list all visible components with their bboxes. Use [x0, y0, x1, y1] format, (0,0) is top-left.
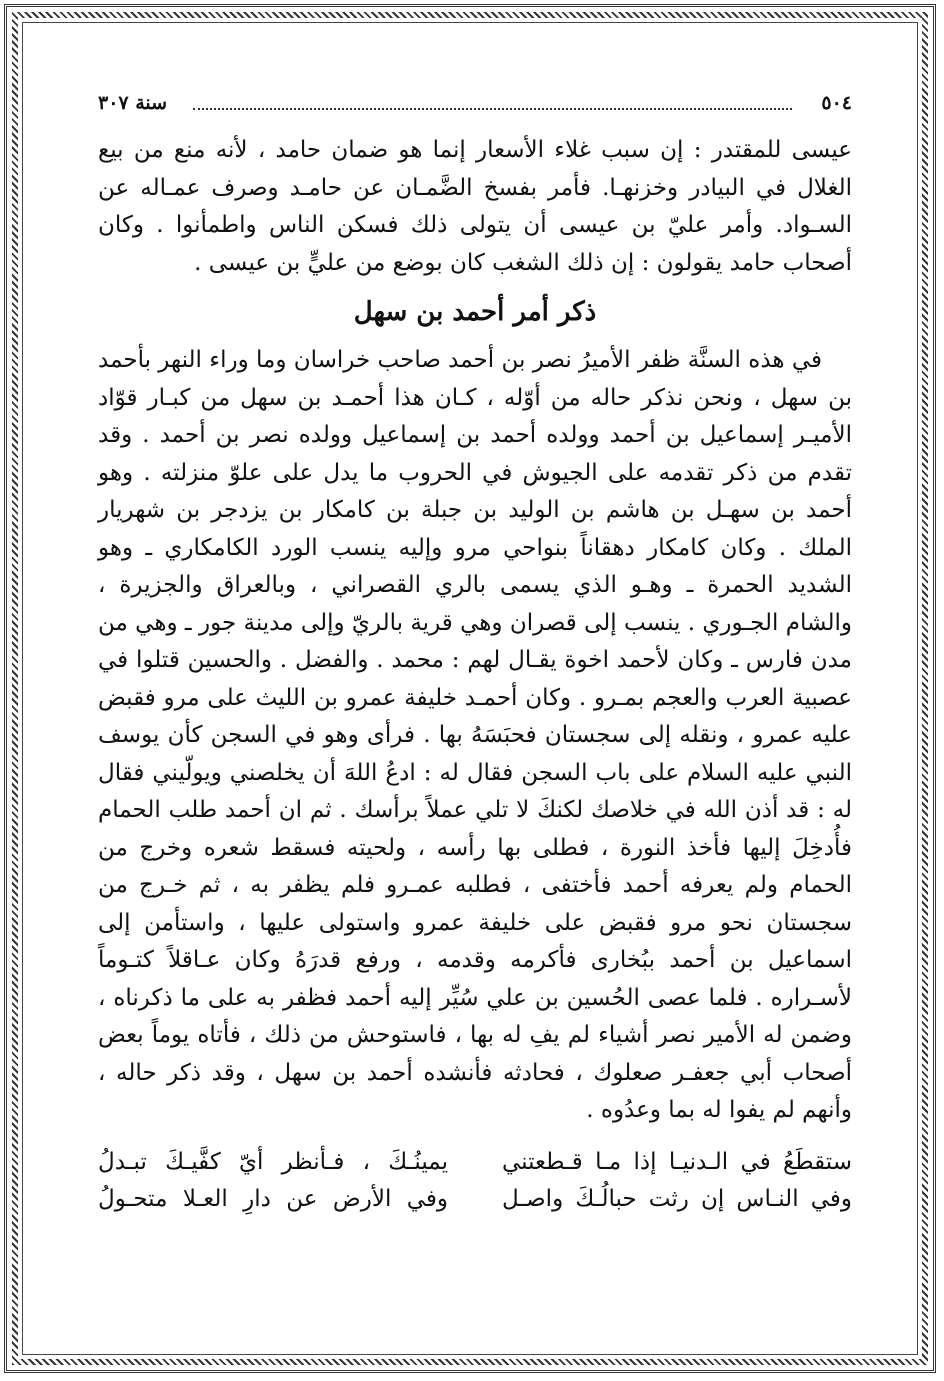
- poem-line: [98, 1144, 852, 1181]
- page-number: ٥٠٤: [821, 92, 852, 114]
- poem-first-hemistich: وفي النـاس إن رثت حبالُـكَ واصـل: [502, 1185, 852, 1212]
- intro-paragraph: عيسى للمقتدر : إن سبب غلاء الأسعار إنما هو ضمان حامد ، لأنه منع من بيع الغلال في البيادر وخزنهـا. فأمر بفسخ الضَّمـان عن حامـد وصرف عمـاله عن السـواد. وأمر عليّ بن عيسى أن يتولى ذلك فسكن الناس واطمأنوا . وكان أصحاب حامد يقولون : إن ذلك الشغب كان بوضع من عليٍّ بن عيسى .: [98, 137, 852, 276]
- body-paragraph: في هذه السنَّة ظفر الأميرُ نصر بن أحمد صاحب خراسان وما وراء النهر بأحمد بن سهل ، ونحن نذكر حاله من أوّله ، كـان هذا أحمـد بن سهل من كبـار قوّاد الأميـر إسماعيل بن أحمد وولده أحمد بن إسماعيل وولده نصر بن أحمد . وقد تقدم من ذكر تقدمه على الجيوش في الحروب ما يدل على علوّ منزلته . وهو أحمد بن سهـل بن هاشم بن الوليد بن جبلة بن كامكار بن يزدجر بن شهريار الملك . وكان كامكار دهقاناً بنواحي مرو وإليه ينسب الورد الكامكاري ـ وهو الشديد الحمرة ـ وهـو الذي يسمى بالري القصراني ، وبالعراق والجزيرة ، والشام الجـوري . ينسب إلى قصران وهي قرية بالريّ وإلى مدينة جور ـ وهي من مدن فارس ـ وكان لأحمد اخوة يقـال لهم : محمد . والفضل . والحسين قتلوا في عصبية العرب والعجم بمـرو . وكان أحمـد خليفة عمرو بن الليث على مرو فقبض عليه عمرو ، ونقله إلى سجستان فحبَسَهُ بها . فرأى وهو في السجن كأن يوسف النبي عليه السلام على باب السجن فقال له : ادعُ اللهَ أن يخلصني ويولّيني فقال له : قد أذن الله في خلاصك لكنكَ لا تلي عملاً برأسك . ثم ان أحمد طلب الحمام فأُدخِلَ إليها فأخذ النورة ، فطلى بها رأسه ، ولحيته فسقط شعره وخرج من الحمام ولم يعرفه أحمد فأختفى ، فطلبه عمـرو فلم يظفر به ، ثم خـرج من سجستان نحو مرو فقبض على خليفة عمرو واستولى عليها ، واستأمن إلى اسماعيل بن أحمد ببُخارى فأكرمه وقدمه ، ورفع قدرَهُ وكان عـاقلاً كتـوماً لأسـراره . فلما عصى الحُسين بن علي سُيِّر إليه أحمد فظفر به على ما ذكرناه ، وضمن له الأمير نصر أشياء لم يفِ له بها ، فاستوحش من ذلك ، فأتاه يوماً بعض أصحاب أبي جعفـر صعلوك ، فحادثه فأنشده أحمد بن سهل ، وقد ذكر حاله ، وأنهم لم يفوا له بما وعدُوه .: [98, 347, 852, 1123]
- poem-second-hemistich: يمينُـكَ ، فـأنظر أيّ كفَّيـكَ تبـدلُ: [98, 1148, 448, 1175]
- book-page: [98, 86, 852, 1218]
- poem-first-hemistich: ستقطَعُ في الـدنيـا إذا مـا قـطعتني: [502, 1148, 852, 1175]
- section-title: ذكر أمر أحمد بن سهل: [353, 297, 597, 327]
- poem-line: [98, 1181, 852, 1218]
- poem: [98, 1144, 852, 1218]
- running-header: [98, 86, 852, 126]
- poem-second-hemistich: وفي الأرض عن دارِ العـلا متحـولُ: [98, 1185, 448, 1212]
- header-year: سنة ٣٠٧: [98, 92, 168, 114]
- header-dotted-leader: [193, 108, 792, 110]
